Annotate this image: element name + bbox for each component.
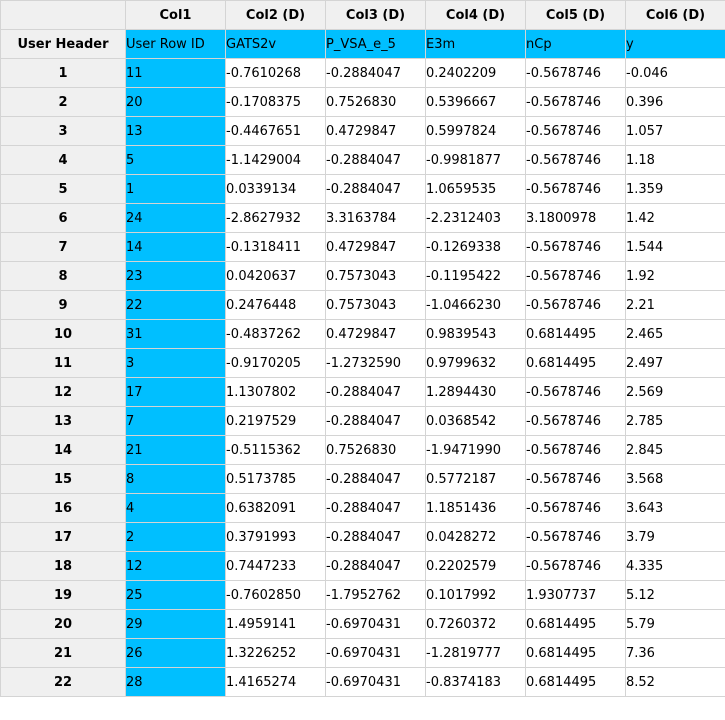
table-row [1, 465, 725, 494]
column-header-col2[interactable]: Col2 (D) [226, 1, 326, 30]
column-header-col4[interactable]: Col4 (D) [426, 1, 526, 30]
user-header-cell[interactable]: User Row ID [126, 30, 226, 59]
row-header[interactable]: 3 [1, 117, 126, 146]
table-cell[interactable]: -1.0466230 [426, 291, 526, 320]
row-id-cell[interactable]: 2 [126, 523, 226, 552]
table-cell[interactable]: 2.845 [626, 436, 725, 465]
row-id-cell[interactable]: 25 [126, 581, 226, 610]
table-cell[interactable]: 3.568 [626, 465, 725, 494]
table-cell[interactable]: -0.5678746 [526, 552, 626, 581]
table-cell[interactable]: 1.92 [626, 262, 725, 291]
table-row [1, 668, 725, 697]
table-cell[interactable]: -0.2884047 [326, 465, 426, 494]
row-id-cell[interactable]: 17 [126, 378, 226, 407]
column-header-col3[interactable]: Col3 (D) [326, 1, 426, 30]
table-cell[interactable]: -0.5678746 [526, 494, 626, 523]
table-cell[interactable]: -0.9170205 [226, 349, 326, 378]
table-cell[interactable]: -0.2884047 [326, 175, 426, 204]
table-cell[interactable]: 3.1800978 [526, 204, 626, 233]
table-cell[interactable]: -1.1429004 [226, 146, 326, 175]
table-cell[interactable]: -0.5678746 [526, 117, 626, 146]
row-id-cell[interactable]: 22 [126, 291, 226, 320]
column-header-row [1, 1, 725, 30]
column-header-col5[interactable]: Col5 (D) [526, 1, 626, 30]
table-cell[interactable]: -1.2819777 [426, 639, 526, 668]
table-cell[interactable]: -0.1269338 [426, 233, 526, 262]
table-cell[interactable]: -0.4467651 [226, 117, 326, 146]
column-header-col6[interactable]: Col6 (D) [626, 1, 725, 30]
table-row [1, 581, 725, 610]
table-cell[interactable]: 0.5997824 [426, 117, 526, 146]
row-header[interactable]: 18 [1, 552, 126, 581]
row-header[interactable]: 10 [1, 320, 126, 349]
table-cell[interactable]: 0.7526830 [326, 88, 426, 117]
table-cell[interactable]: 0.7526830 [326, 436, 426, 465]
table-row [1, 233, 725, 262]
table-cell[interactable]: 0.6814495 [526, 320, 626, 349]
table-cell[interactable]: -0.2884047 [326, 552, 426, 581]
table-cell[interactable]: 1.1851436 [426, 494, 526, 523]
table-cell[interactable]: -1.7952762 [326, 581, 426, 610]
table-cell[interactable]: 2.465 [626, 320, 725, 349]
table-cell[interactable]: 0.7260372 [426, 610, 526, 639]
row-id-cell[interactable]: 7 [126, 407, 226, 436]
row-id-cell[interactable]: 5 [126, 146, 226, 175]
table-cell[interactable]: 0.5173785 [226, 465, 326, 494]
user-header-row [1, 30, 725, 59]
row-header[interactable]: 13 [1, 407, 126, 436]
table-row [1, 88, 725, 117]
table-cell[interactable]: 0.5396667 [426, 88, 526, 117]
row-header[interactable]: 4 [1, 146, 126, 175]
table-cell[interactable]: 0.0339134 [226, 175, 326, 204]
row-id-cell[interactable]: 3 [126, 349, 226, 378]
table-cell[interactable]: 5.12 [626, 581, 725, 610]
user-header-cell[interactable]: E3m [426, 30, 526, 59]
table-cell[interactable]: 2.785 [626, 407, 725, 436]
table-cell[interactable]: 0.7447233 [226, 552, 326, 581]
table-cell[interactable]: -0.5678746 [526, 59, 626, 88]
table-cell[interactable]: 1.4165274 [226, 668, 326, 697]
table-cell[interactable]: 1.2894430 [426, 378, 526, 407]
table-row [1, 175, 725, 204]
table-cell[interactable]: -0.4837262 [226, 320, 326, 349]
table-row [1, 378, 725, 407]
row-header[interactable]: 15 [1, 465, 126, 494]
row-header[interactable]: 19 [1, 581, 126, 610]
row-header[interactable]: 20 [1, 610, 126, 639]
row-id-cell[interactable]: 14 [126, 233, 226, 262]
row-id-cell[interactable]: 24 [126, 204, 226, 233]
table-cell[interactable]: 0.0428272 [426, 523, 526, 552]
user-header-cell[interactable]: P_VSA_e_5 [326, 30, 426, 59]
table-cell[interactable]: 0.2476448 [226, 291, 326, 320]
table-cell[interactable]: -0.5678746 [526, 523, 626, 552]
table-cell[interactable]: -0.6970431 [326, 639, 426, 668]
table-cell[interactable]: 1.9307737 [526, 581, 626, 610]
table-row [1, 552, 725, 581]
row-header[interactable]: 9 [1, 291, 126, 320]
row-id-cell[interactable]: 8 [126, 465, 226, 494]
table-cell[interactable]: 0.7573043 [326, 291, 426, 320]
table-cell[interactable]: 8.52 [626, 668, 725, 697]
table-cell[interactable]: 0.396 [626, 88, 725, 117]
table-cell[interactable]: 0.7573043 [326, 262, 426, 291]
table-cell[interactable]: -0.2884047 [326, 146, 426, 175]
row-header[interactable]: 1 [1, 59, 126, 88]
table-cell[interactable]: 7.36 [626, 639, 725, 668]
table-cell[interactable]: 1.18 [626, 146, 725, 175]
table-cell[interactable]: -0.6970431 [326, 610, 426, 639]
table-cell[interactable]: 3.3163784 [326, 204, 426, 233]
table-cell[interactable]: -0.5678746 [526, 146, 626, 175]
table-cell[interactable]: 2.569 [626, 378, 725, 407]
table-cell[interactable]: -0.5678746 [526, 175, 626, 204]
row-id-cell[interactable]: 13 [126, 117, 226, 146]
table-cell[interactable]: 0.1017992 [426, 581, 526, 610]
table-cell[interactable]: -0.7610268 [226, 59, 326, 88]
table-cell[interactable]: -0.1318411 [226, 233, 326, 262]
column-header-col1[interactable]: Col1 [126, 1, 226, 30]
table-cell[interactable]: 0.2202579 [426, 552, 526, 581]
table-cell[interactable]: -0.2884047 [326, 407, 426, 436]
row-header[interactable]: 16 [1, 494, 126, 523]
row-header[interactable]: 5 [1, 175, 126, 204]
table-cell[interactable]: -0.1708375 [226, 88, 326, 117]
table-cell[interactable]: -0.2884047 [326, 494, 426, 523]
table-row [1, 407, 725, 436]
table-cell[interactable]: -2.2312403 [426, 204, 526, 233]
table-cell[interactable]: 4.335 [626, 552, 725, 581]
table-cell[interactable]: -0.2884047 [326, 59, 426, 88]
corner-cell[interactable] [1, 1, 126, 30]
table-cell[interactable]: -0.2884047 [326, 378, 426, 407]
table-cell[interactable]: -2.8627932 [226, 204, 326, 233]
table-cell[interactable]: 3.79 [626, 523, 725, 552]
table-row [1, 436, 725, 465]
table-cell[interactable]: 0.2197529 [226, 407, 326, 436]
table-cell[interactable]: 2.497 [626, 349, 725, 378]
row-id-cell[interactable]: 31 [126, 320, 226, 349]
table-cell[interactable]: -0.5115362 [226, 436, 326, 465]
table-cell[interactable]: -0.8374183 [426, 668, 526, 697]
table-cell[interactable]: 0.0368542 [426, 407, 526, 436]
row-header[interactable]: 7 [1, 233, 126, 262]
table-row [1, 204, 725, 233]
table-cell[interactable]: 0.6814495 [526, 668, 626, 697]
table-cell[interactable]: -1.2732590 [326, 349, 426, 378]
user-header-cell[interactable]: nCp [526, 30, 626, 59]
row-header[interactable]: 21 [1, 639, 126, 668]
row-id-cell[interactable]: 28 [126, 668, 226, 697]
row-header[interactable]: 6 [1, 204, 126, 233]
table-cell[interactable]: 0.6814495 [526, 639, 626, 668]
table-cell[interactable]: -0.9981877 [426, 146, 526, 175]
table-cell[interactable]: 0.6382091 [226, 494, 326, 523]
table-cell[interactable]: 0.4729847 [326, 117, 426, 146]
table-cell[interactable]: 2.21 [626, 291, 725, 320]
user-header-label[interactable]: User Header [1, 30, 126, 59]
table-cell[interactable]: 1.359 [626, 175, 725, 204]
row-id-cell[interactable]: 21 [126, 436, 226, 465]
table-row [1, 523, 725, 552]
table-cell[interactable]: 0.2402209 [426, 59, 526, 88]
table-row [1, 146, 725, 175]
table-cell[interactable]: 1.4959141 [226, 610, 326, 639]
row-header[interactable]: 8 [1, 262, 126, 291]
table-cell[interactable]: -0.2884047 [326, 523, 426, 552]
table-cell[interactable]: -0.5678746 [526, 407, 626, 436]
row-id-cell[interactable]: 12 [126, 552, 226, 581]
table-cell[interactable]: 0.4729847 [326, 320, 426, 349]
table-cell[interactable]: -0.1195422 [426, 262, 526, 291]
table-cell[interactable]: -0.6970431 [326, 668, 426, 697]
row-header[interactable]: 22 [1, 668, 126, 697]
table-cell[interactable]: -0.5678746 [526, 436, 626, 465]
row-header[interactable]: 14 [1, 436, 126, 465]
table-cell[interactable]: -0.046 [626, 59, 725, 88]
table-row [1, 494, 725, 523]
table-row [1, 320, 725, 349]
table-cell[interactable]: 0.5772187 [426, 465, 526, 494]
table-cell[interactable]: 1.3226252 [226, 639, 326, 668]
table-cell[interactable]: 1.1307802 [226, 378, 326, 407]
row-header[interactable]: 11 [1, 349, 126, 378]
user-header-cell[interactable]: y [626, 30, 725, 59]
row-id-cell[interactable]: 23 [126, 262, 226, 291]
table-cell[interactable]: 3.643 [626, 494, 725, 523]
row-id-cell[interactable]: 1 [126, 175, 226, 204]
user-header-cell[interactable]: GATS2v [226, 30, 326, 59]
table-cell[interactable]: -0.7602850 [226, 581, 326, 610]
table-cell[interactable]: 0.0420637 [226, 262, 326, 291]
table-cell[interactable]: -0.5678746 [526, 291, 626, 320]
table-cell[interactable]: -0.5678746 [526, 88, 626, 117]
table-cell[interactable]: 0.9799632 [426, 349, 526, 378]
table-cell[interactable]: -0.5678746 [526, 465, 626, 494]
table-cell[interactable]: 5.79 [626, 610, 725, 639]
table-cell[interactable]: -1.9471990 [426, 436, 526, 465]
row-header[interactable]: 2 [1, 88, 126, 117]
table-row [1, 639, 725, 668]
table-cell[interactable]: 1.544 [626, 233, 725, 262]
table-cell[interactable]: 1.0659535 [426, 175, 526, 204]
table-cell[interactable]: -0.5678746 [526, 233, 626, 262]
table-row [1, 117, 725, 146]
table-cell[interactable]: 1.057 [626, 117, 725, 146]
table-cell[interactable]: 0.4729847 [326, 233, 426, 262]
row-header[interactable]: 12 [1, 378, 126, 407]
table-row [1, 291, 725, 320]
table-cell[interactable]: 0.6814495 [526, 610, 626, 639]
table-row [1, 59, 725, 88]
row-id-cell[interactable]: 26 [126, 639, 226, 668]
table-cell[interactable]: 1.42 [626, 204, 725, 233]
table-cell[interactable]: 0.6814495 [526, 349, 626, 378]
row-header[interactable]: 17 [1, 523, 126, 552]
table-cell[interactable]: -0.5678746 [526, 378, 626, 407]
table-row [1, 349, 725, 378]
table-cell[interactable]: 0.3791993 [226, 523, 326, 552]
table-row [1, 610, 725, 639]
table-row [1, 262, 725, 291]
row-id-cell[interactable]: 11 [126, 59, 226, 88]
row-id-cell[interactable]: 4 [126, 494, 226, 523]
row-id-cell[interactable]: 20 [126, 88, 226, 117]
table-cell[interactable]: -0.5678746 [526, 262, 626, 291]
table-cell[interactable]: 0.9839543 [426, 320, 526, 349]
row-id-cell[interactable]: 29 [126, 610, 226, 639]
